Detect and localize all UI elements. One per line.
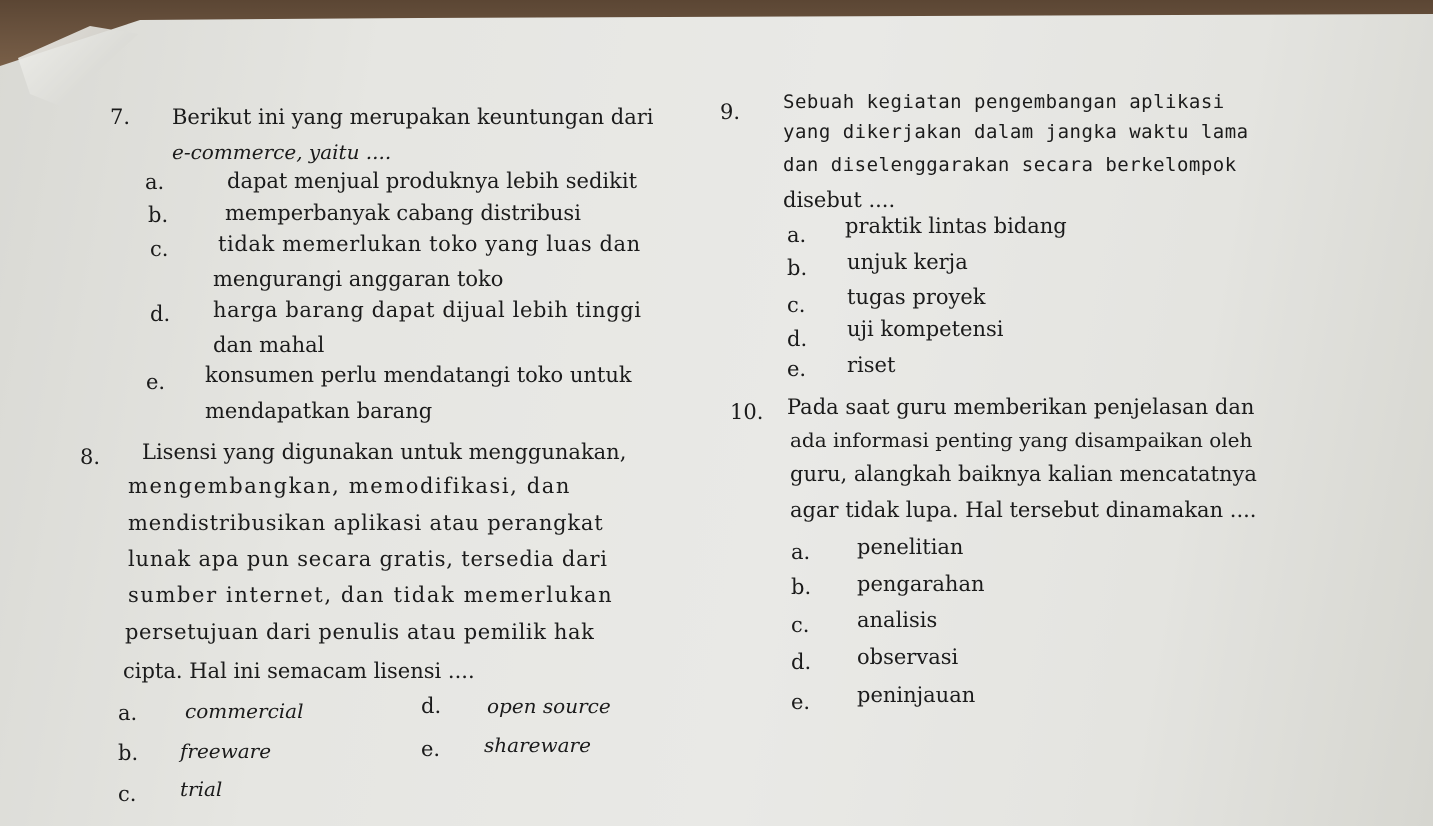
question-stem: Berikut ini yang merupakan keuntungan dari xyxy=(172,105,654,129)
question-stem: Lisensi yang digunakan untuk menggunakan, xyxy=(142,440,627,464)
option-d-text: open source xyxy=(487,694,611,718)
option-b-text: unjuk kerja xyxy=(847,250,968,274)
option-c-text: analisis xyxy=(857,608,938,632)
question-stem: dan diselenggarakan secara berkelompok xyxy=(783,154,1237,176)
option-e-text: shareware xyxy=(484,733,591,757)
option-d-text: observasi xyxy=(857,645,959,669)
option-letter: a. xyxy=(787,223,807,247)
option-c-text: trial xyxy=(180,777,223,801)
question-stem: cipta. Hal ini semacam lisensi .... xyxy=(123,659,475,683)
option-a-text: dapat menjual produknya lebih sedikit xyxy=(227,169,638,193)
question-stem: lunak apa pun secara gratis, tersedia dari xyxy=(128,547,608,571)
option-c-text: tidak memerlukan toko yang luas dan xyxy=(218,232,641,256)
question-number: 9. xyxy=(720,100,741,124)
option-letter: c. xyxy=(150,237,169,261)
option-letter: e. xyxy=(791,690,811,714)
option-a-text: penelitian xyxy=(857,535,964,559)
option-letter: c. xyxy=(791,613,810,637)
option-letter: d. xyxy=(150,302,171,326)
option-e-text: mendapatkan barang xyxy=(205,399,433,423)
option-d-text: harga barang dapat dijual lebih tinggi xyxy=(213,298,642,322)
question-stem: guru, alangkah baiknya kalian mencatatnya xyxy=(790,462,1257,486)
option-c-text: tugas proyek xyxy=(847,285,986,309)
question-stem: disebut .... xyxy=(783,188,896,212)
option-c-text: mengurangi anggaran toko xyxy=(213,267,504,291)
question-stem: sumber internet, dan tidak memerlukan xyxy=(128,583,614,607)
option-e-text: riset xyxy=(847,353,896,377)
option-a-text: commercial xyxy=(185,699,304,723)
question-number: 10. xyxy=(730,400,764,424)
option-letter: d. xyxy=(787,327,808,351)
question-stem: ada informasi penting yang disampaikan oleh xyxy=(790,428,1253,452)
question-stem: Sebuah kegiatan pengembangan aplikasi xyxy=(783,91,1225,113)
option-letter: e. xyxy=(421,737,441,761)
option-letter: b. xyxy=(787,256,808,280)
option-letter: a. xyxy=(145,170,165,194)
question-number: 7. xyxy=(110,105,131,129)
option-letter: b. xyxy=(118,741,139,765)
option-letter: c. xyxy=(118,782,137,806)
option-d-text: uji kompetensi xyxy=(847,317,1004,341)
question-stem: mendistribusikan aplikasi atau perangkat xyxy=(128,511,604,535)
question-stem: Pada saat guru memberikan penjelasan dan xyxy=(787,395,1255,419)
option-letter: e. xyxy=(787,357,807,381)
option-b-text: memperbanyak cabang distribusi xyxy=(225,201,581,225)
option-e-text: konsumen perlu mendatangi toko untuk xyxy=(205,363,632,387)
option-letter: c. xyxy=(787,293,806,317)
option-letter: b. xyxy=(148,203,169,227)
option-e-text: peninjauan xyxy=(857,683,976,707)
question-stem: yang dikerjakan dalam jangka waktu lama xyxy=(783,121,1249,143)
question-stem: persetujuan dari penulis atau pemilik hak xyxy=(125,620,595,644)
option-letter: b. xyxy=(791,575,812,599)
option-a-text: praktik lintas bidang xyxy=(845,214,1067,238)
option-d-text: dan mahal xyxy=(213,333,325,357)
question-stem: mengembangkan, memodifikasi, dan xyxy=(128,474,572,498)
option-letter: d. xyxy=(791,650,812,674)
option-letter: e. xyxy=(146,370,166,394)
option-letter: a. xyxy=(118,701,138,725)
option-b-text: freeware xyxy=(180,739,272,763)
option-letter: a. xyxy=(791,540,811,564)
option-b-text: pengarahan xyxy=(857,572,985,596)
question-number: 8. xyxy=(80,445,101,469)
question-stem: e-commerce, yaitu .... xyxy=(172,140,392,164)
option-letter: d. xyxy=(421,694,442,718)
question-stem: agar tidak lupa. Hal tersebut dinamakan .... xyxy=(790,498,1257,522)
